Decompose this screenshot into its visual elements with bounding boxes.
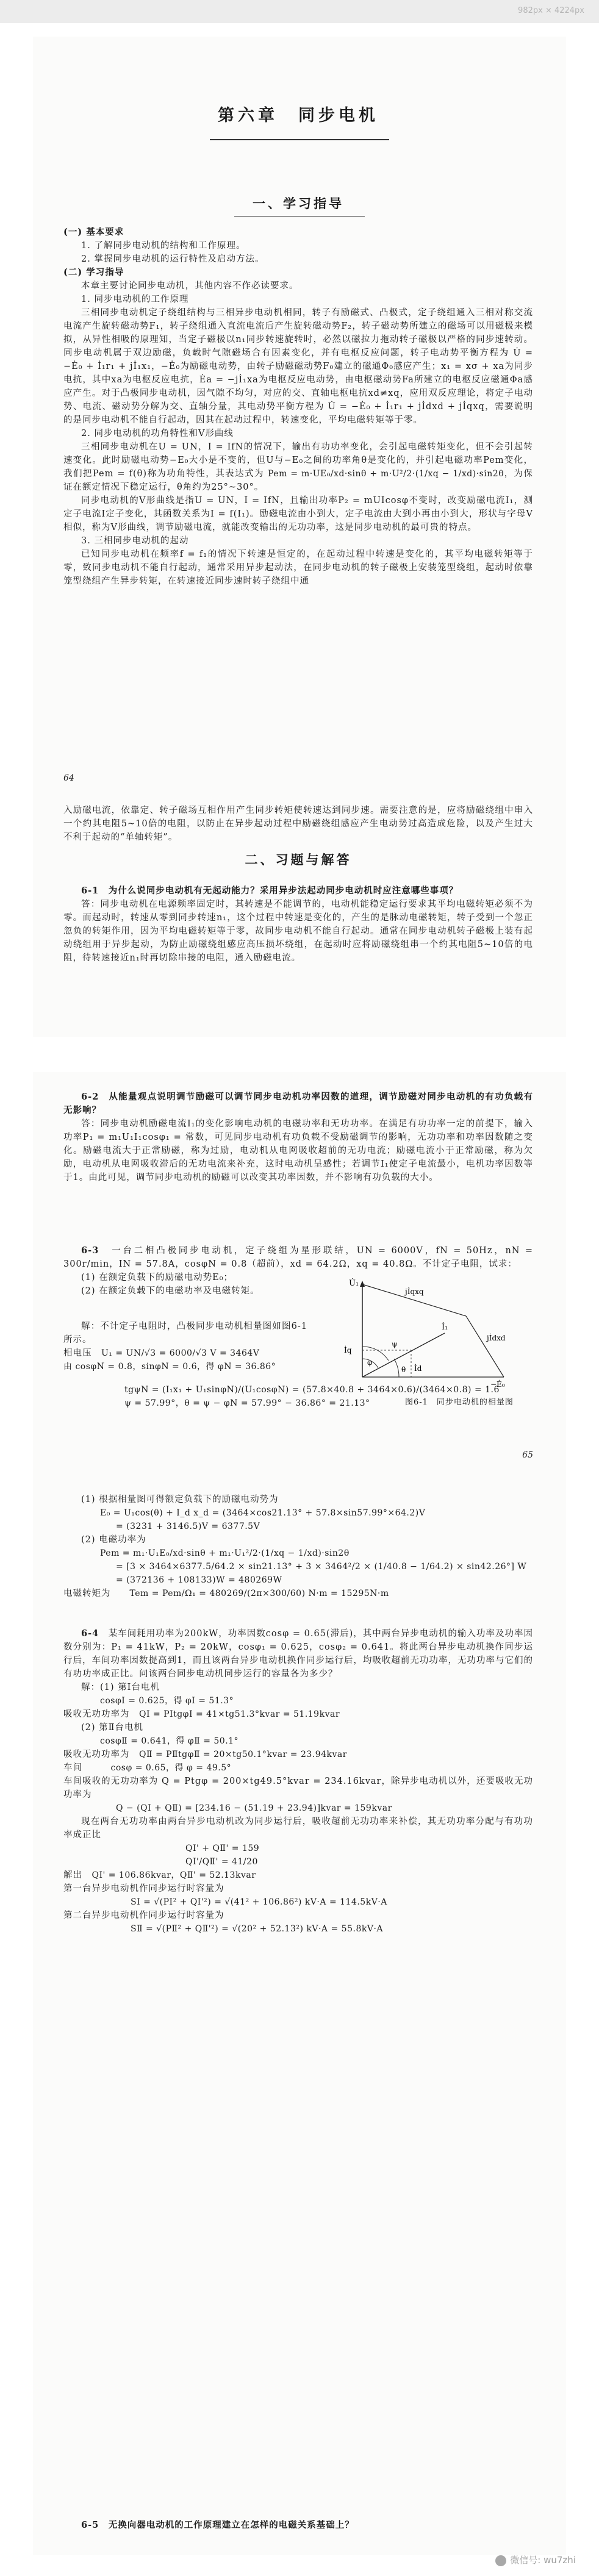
guide-2-text-c: 同步电动机的V形曲线是指U = UN，I = IfN，且输出功率P₂ = mUIcosφ不变时，改变励磁电流I₁，测定子电流I定子变化，其函数关系为I = f(I₁)。励磁电流由小到大，定子电流由大到小再由小到大，形状与字母V相似，称为V形曲线，调节励磁电流，就能改变输出的无功功率，这是同步电动机的最可贵的特点。	[63, 496, 533, 532]
guide-1-title: 1. 同步电动机的工作原理	[81, 295, 189, 304]
basic-requirements	[63, 226, 533, 588]
page-64	[33, 37, 566, 1037]
watermark-text: 微信号: wu7zhi	[510, 2555, 576, 2566]
a64-shop-q-intro: 车间吸收的无功功率为 Q = Ptgφ = 200×tg49.5°kvar = 234.16kvar，除异步电动机以外，还要吸收无功功率为	[63, 1776, 533, 1800]
page-number-64: 64	[63, 773, 74, 783]
a63-e0-eq2: = (3231 + 3146.5)V = 6377.5V	[116, 1522, 260, 1531]
chapter-rule	[210, 139, 389, 140]
q63-text: 一台二相凸极同步电动机，定子绕组为星形联结，UN = 6000V，fN = 50Hz，nN = 300r/min，IN = 57.8A，cosφN = 0.8（超前），xd = 64.2Ω，xq = 40.8Ω。不计定子电阻，试求：	[63, 1246, 533, 1269]
guide-2-text-b: ，为保证在额定情况下稳定运行，θ角约为25°~30°。	[63, 469, 534, 492]
label-phi: φ	[367, 1358, 373, 1367]
a64-s1-eq: SⅠ = √(PⅠ² + QⅠ'²) = √(41² + 106.86²) kV·A = 114.5kV·A	[131, 1897, 387, 1907]
a63-part2-title: (2) 电磁功率为	[81, 1535, 146, 1545]
q63-sub2: (2) 在额定负载下的电磁功率及电磁转矩。	[81, 1286, 260, 1296]
a63-intro: 解：不计定子电阻时，凸极同步电动机相量图如图6-1所示。	[63, 1322, 307, 1345]
a64-q2-label: 吸收无功功率为	[63, 1750, 130, 1759]
q62-label: 6-2	[81, 1092, 99, 1102]
a63-phase-voltage-eq: U₁ = UN/√3 = 6000/√3 V = 3464V	[101, 1348, 260, 1358]
a63-pem-eq2: = [3 × 3464×6377.5/64.2 × sin21.13° + 3 × 3464²/2 × (1/40.8 − 1/64.2) × sin42.26°] W	[116, 1562, 527, 1572]
a64-solve-label: 解出	[63, 1870, 82, 1880]
a64-m2-title: (2) 第Ⅱ台电机	[81, 1723, 144, 1733]
q61-label: 6-1	[81, 886, 99, 896]
label-jiqxq: jİqxq	[405, 1287, 424, 1296]
a63-e0-eq1: E₀ = U₁cos(θ) + I_d x_d = (3464×cos21.13° + 57.8×sin57.99°×64.2)V	[100, 1508, 426, 1518]
a63-tan-eq: tgψN = (I₁x₁ + U₁sinφN)/(U₁cosφN) = (57.8×40.8 + 3464×0.6)/(3464×0.8) = 1.6	[124, 1385, 500, 1395]
a64-explain: 现在两台无功功率由两台异步电动机改为同步运行后，吸收超前无功功率来补偿，其无功功率分配与有功功率成正比	[63, 1817, 533, 1840]
psi-arc	[362, 1347, 389, 1361]
label-id: İd	[414, 1364, 422, 1373]
a64-q1-label: 吸收无功功率为	[63, 1709, 130, 1719]
guide-3-text-b: 入励磁电流，依靠定、转子磁场互相作用产生同步转矩使转速达到同步速。需要注意的是，应将励磁绕组中串入一个约其电阻5~10倍的电阻，以防止在异步起动过程中励磁绕组感应产生电动势过高造成危险，以及产生过大不利于起动的“单轴转矩”。	[63, 806, 533, 842]
a64-solve-eq: QⅠ' = 106.86kvar，QⅡ' = 52.13kvar	[91, 1870, 256, 1880]
guide-3-title: 3. 三相同步电动机的起动	[81, 536, 189, 546]
u1-arrowhead	[360, 1281, 365, 1287]
a63-torque-eq: Tem = Pem/Ω₁ = 480269/(2π×300/60) N·m = 15295N·m	[129, 1589, 389, 1598]
a64-shop-label: 车间	[63, 1763, 82, 1773]
a63-phase-voltage-label: 相电压	[63, 1348, 92, 1358]
a63-part1-title: (1) 根据相量图可得额定负载下的励磁电动势为	[81, 1495, 279, 1504]
q63-sub1: (1) 在额定负载下的励磁电动势E₀；	[81, 1273, 234, 1283]
guide-1-text: 三相同步电动机定子绕组结构与三相异步电动机相同，转子有励磁式、凸极式，定子绕组通入三相对称交流电流产生旋转磁动势F₁，转子绕组通入直流电流后产生旋转磁动势F₂，转子磁动势所建立的磁场可以用磁极来模拟，从异性相吸的原理知，当定子磁极以n₁同步转速旋转时，必然以磁拉力拖动转子磁极以严格的同步速转动。同步电动机属于双边励磁，负载时气隙磁场合有因素变化，并有电枢反应问题，转子电动势平衡方程为 U̇ = −Ė₀ + İ₁r₁ + jİ₁x₁，−Ė₀为励磁电动势，由转子励磁磁动势F₀建立的磁通Φ₀感应产生；x₁ = xσ + xa为同步电抗，其中xa为电枢反应电抗，Ėa = −jİ₁xa为电枢反应电动势，由电枢磁动势Fa所建立的电枢反应磁通Φa感应产生。对于凸极同步电动机，因气隙不均匀，对应的交、直轴电枢电抗xd≠xq，应用双反应理论，将定子电动势、电流、磁动势分解为交、直轴分量，其电动势平衡方程为 U̇ = −Ė₀ + İ₁r₁ + jİdxd + jİqxq，需要说明的是同步电动机不能自行起动，因其在起动过程中，转速变化，平均电磁转矩等于零。	[63, 308, 533, 425]
a64-qrest-eq: Q − (QⅠ + QⅡ) = [234.16 − (51.19 + 23.94)]kvar = 159kvar	[116, 1803, 392, 1813]
fig61-caption: 图6-1 同步电动机的相量图	[405, 1398, 514, 1407]
label-psi: ψ	[392, 1340, 398, 1348]
q61-text: 为什么说同步电动机有无起动能力？采用异步法起动同步电动机时应注意哪些事项？	[108, 886, 459, 896]
wechat-watermark	[495, 2553, 576, 2566]
q64-text: 某车间耗用功率为200kW，功率因数cosφ = 0.65(滞后)，其中两台异步电动机的输入功率及功率因数分别为：P₁ = 41kW，P₂ = 20kW，cosφ₁ = 0.625，cosφ₂ = 0.641。将此两台异步电动机换作同步运行后，车间功率因数提高到1，而且该两台异步电动机换作同步运行后，均吸收超前无功功率，无功功率与它们的有功功率成正比。问该两台同步电动机同步运行的容量各为多少？	[63, 1629, 533, 1679]
a64-sys-eq2: QⅠ'/QⅡ' = 41/20	[185, 1857, 258, 1867]
section1-title: 一、学习指导	[253, 196, 344, 211]
q61-block	[63, 884, 533, 965]
phasor-diagram	[338, 1273, 533, 1389]
a61-text: 答：同步电动机在电源频率固定时，其转速是不能调节的，电动机能稳定运行要求其平均电磁转矩必须不为零。而起动时，转速从零到同步转速n₁，这个过程中转速是变化的，产生的是脉动电磁转矩，转子受到一个忽正忽负的转矩作用，因为平均电磁转矩等于零，故同步电动机不能自行起动。通常在同步电动机转子磁极上装有起动绕组用于异步起动，为防止励磁绕组感应高压损坏绕组，在起动时应将励磁绕组串一个约其电阻5~10倍的电阻，待转速接近n₁时再切除串接的电阻，通入励磁电流。	[63, 900, 533, 963]
a64-sys-eq1: QⅠ' + QⅡ' = 159	[185, 1844, 260, 1853]
a63-results	[63, 1493, 533, 1600]
label-theta: θ	[401, 1365, 406, 1374]
label-neg-e0: −Ė₀	[490, 1380, 505, 1389]
a62-text: 答：同步电动机励磁电流I₁的变化影响电动机的电磁功率和无功功率。在满足有功功率一定的前提下，输入功率P₁ = m₁U₁I₁cosφ₁ = 常数，可见同步电动机有功负载不受励磁调节的影响，无功功率和功率因数随之变化。励磁电流大于正常励磁，称为过励，电动机从电网吸收超前的无功电流；励磁电流小于正常励磁，称为欠励，电动机从电网吸收滞后的无功电流来补充，这时电动机呈感性；若调节I₁使定子电流最小，电机功率因数等于1。由此可见，调节同步电动机的励磁可以改变其功率因数，并不影响有功负载的大小。	[63, 1119, 533, 1182]
basic-req-title: (一) 基本要求	[63, 227, 124, 237]
label-jidxd: jİdxd	[487, 1334, 506, 1342]
section2-title: 二、习题与解答	[245, 852, 352, 867]
a64-shop-cos: cosφ = 0.65，得 φ = 49.5°	[110, 1763, 232, 1773]
guide-2-title: 2. 同步电动机的功角特性和V形曲线	[81, 429, 234, 438]
q65-text: 无换向器电动机的工作原理建立在怎样的电磁关系基础上？	[108, 2520, 354, 2530]
a64-intro: 解：(1) 第Ⅰ台电机	[81, 1683, 160, 1692]
page-65	[33, 1072, 566, 2555]
guide-3-text-a: 已知同步电动机在频率f = f₁的情况下转速是恒定的，在起动过程中转速是变化的，其平均电磁转矩等于零，致同步电动机不能自行起动，通常采用异步起动法，在同步电动机的转子磁极上安装笼型绕组，起动时依靠笼型绕组产生异步转矩，在转速接近同步速时转子绕组中通	[63, 549, 533, 586]
q65-block	[63, 2519, 533, 2532]
a63-cos-eq: 由 cosφN = 0.8，sinφN = 0.6，得 φN = 36.86°	[63, 1362, 276, 1372]
a63-pem-eq3: = (372136 + 108133)W = 480269W	[116, 1575, 282, 1585]
q62-block	[63, 1090, 533, 1184]
q65-label: 6-5	[81, 2520, 99, 2530]
a63-torque-label: 电磁转矩为	[63, 1589, 111, 1598]
a64-s2-eq: SⅡ = √(PⅡ² + QⅡ'²) = √(20² + 52.13²) kV·A = 55.8kV·A	[131, 1924, 384, 1934]
label-i1: İ₁	[442, 1323, 448, 1332]
guide-title: (二) 学习指导	[63, 267, 124, 277]
label-u1: U̇₁	[349, 1279, 359, 1288]
guide-2-text	[63, 440, 533, 494]
a63-theta-eq: ψ = 57.99°，θ = ψ − φN = 57.99° − 36.86° = 21.13°	[124, 1398, 370, 1408]
jidxd-phasor	[466, 1316, 504, 1377]
a64-cos2: cosφⅡ = 0.641，得 φⅡ = 50.1°	[100, 1736, 239, 1746]
q64-block	[63, 1627, 533, 1936]
basic-req-1: 1. 了解同步电动机的结构和工作原理。	[81, 241, 246, 251]
guide-intro: 本章主要讨论同步电动机，其他内容不作必读要求。	[81, 281, 299, 291]
image-size-label: 982px × 4224px	[518, 6, 584, 15]
a64-q1-eq: QⅠ = PⅠtgφⅠ = 41×tg51.3°kvar = 51.19kvar	[139, 1709, 340, 1719]
a64-s1-label: 第一台异步电动机作同步运行时容量为	[63, 1884, 224, 1894]
a64-cos1: cosφⅠ = 0.625，得 φⅠ = 51.3°	[100, 1696, 234, 1706]
power-angle-formula: Pem = m·UE₀/xd·sinθ + m·U²/2·(1/xq − 1/xd)·sin2θ	[268, 469, 504, 479]
a64-s2-label: 第二台异步电动机作同步运行时容量为	[63, 1911, 224, 1920]
q63-label: 6-3	[81, 1245, 99, 1256]
wechat-icon	[495, 2555, 506, 2566]
guide-2-text-a: 三相同步电动机在U = UN，I = IfN的情况下，输出有功功率变化，会引起电磁转矩变化，但不会引起转速变化。此时励磁电动势−E₀大小是不变的，但U与−E₀之间的功率角θ是变化的，并引起电磁功率Pem变化，我们把Pem = f(θ)称为功角特性，其表达式为	[63, 442, 533, 479]
q64-label: 6-4	[81, 1628, 99, 1639]
label-iq: İq	[344, 1346, 352, 1354]
page-number-65: 65	[522, 1450, 533, 1460]
a64-q2-eq: QⅡ = PⅡtgφⅡ = 20×tg50.1°kvar = 23.94kvar	[139, 1750, 347, 1759]
a63-pem-eq1: Pem = m₁·U₁E₀/xd·sinθ + m₁·U₁²/2·(1/xq − 1/xd)·sin2θ	[100, 1548, 350, 1558]
theta-arc	[394, 1359, 399, 1377]
q62-text: 从能量观点说明调节励磁可以调节同步电动机功率因数的道理，调节励磁对同步电动机的有功负载有无影响？	[63, 1092, 534, 1115]
chapter-title: 第六章 同步电机	[218, 106, 379, 125]
basic-req-2: 2. 掌握同步电动机的运行特性及启动方法。	[81, 254, 265, 264]
a63-left-column	[63, 1320, 307, 1373]
top-info-strip	[0, 0, 599, 23]
